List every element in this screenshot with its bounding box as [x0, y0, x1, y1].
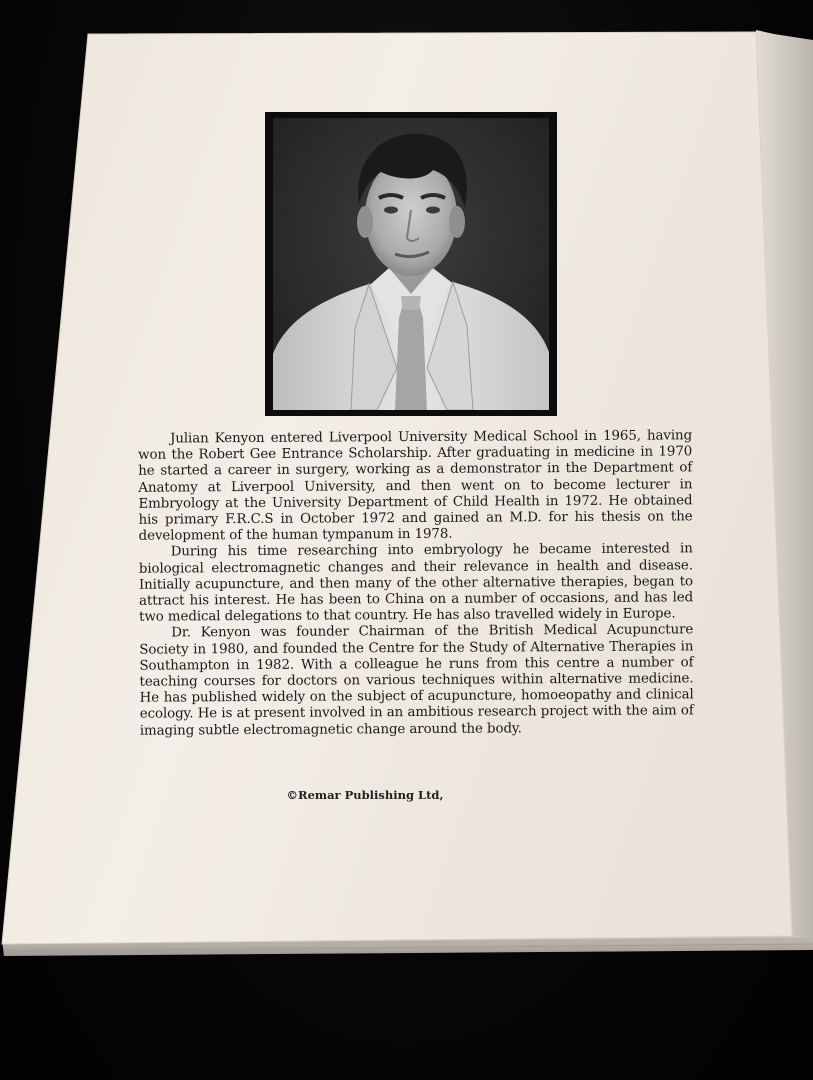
- bio-paragraph-1: Julian Kenyon entered Liverpool University Medical School in 1965, having won the Robert Gee Entrance Scholarship. After graduating in medicine in 1970 he started a career in surgery, working as a demonstrator in the Department of Anatomy at Liverpool University, and then went on to become lecturer in Embryology at the University Department of Child Health in 1972. He obtained his primary F.R.C.S in October 1972 and gained an M.D. for his thesis on the development of the human tympanum in 1978.: [138, 428, 693, 544]
- author-biography: [138, 428, 694, 739]
- publisher-credit: ©Remar Publishing Ltd,: [286, 788, 444, 802]
- bio-paragraph-3: Dr. Kenyon was founder Chairman of the British Medical Acupuncture Society in 1980, and founded the Centre for the Study of Alternative Therapies in Southampton in 1982. With a colleague he runs from this centre a number of teaching courses for doctors on various techniques within alternative medicine. He has published widely on the subject of acupuncture, homoeopathy and clinical ecology. He is at present involved in an ambitious research project with the aim of imaging subtle electromagnetic change around the body.: [139, 622, 694, 739]
- bio-paragraph-2: During his time researching into embryology he became interested in biological electromagnetic changes and their relevance in health and disease. Initially acupuncture, and then many of the other alternative therapies, began to attract his interest. He has been to China on a number of occasions, and has led two medical delegations to that country. He has also travelled widely in Europe.: [138, 541, 694, 625]
- author-portrait-photo: [273, 118, 549, 410]
